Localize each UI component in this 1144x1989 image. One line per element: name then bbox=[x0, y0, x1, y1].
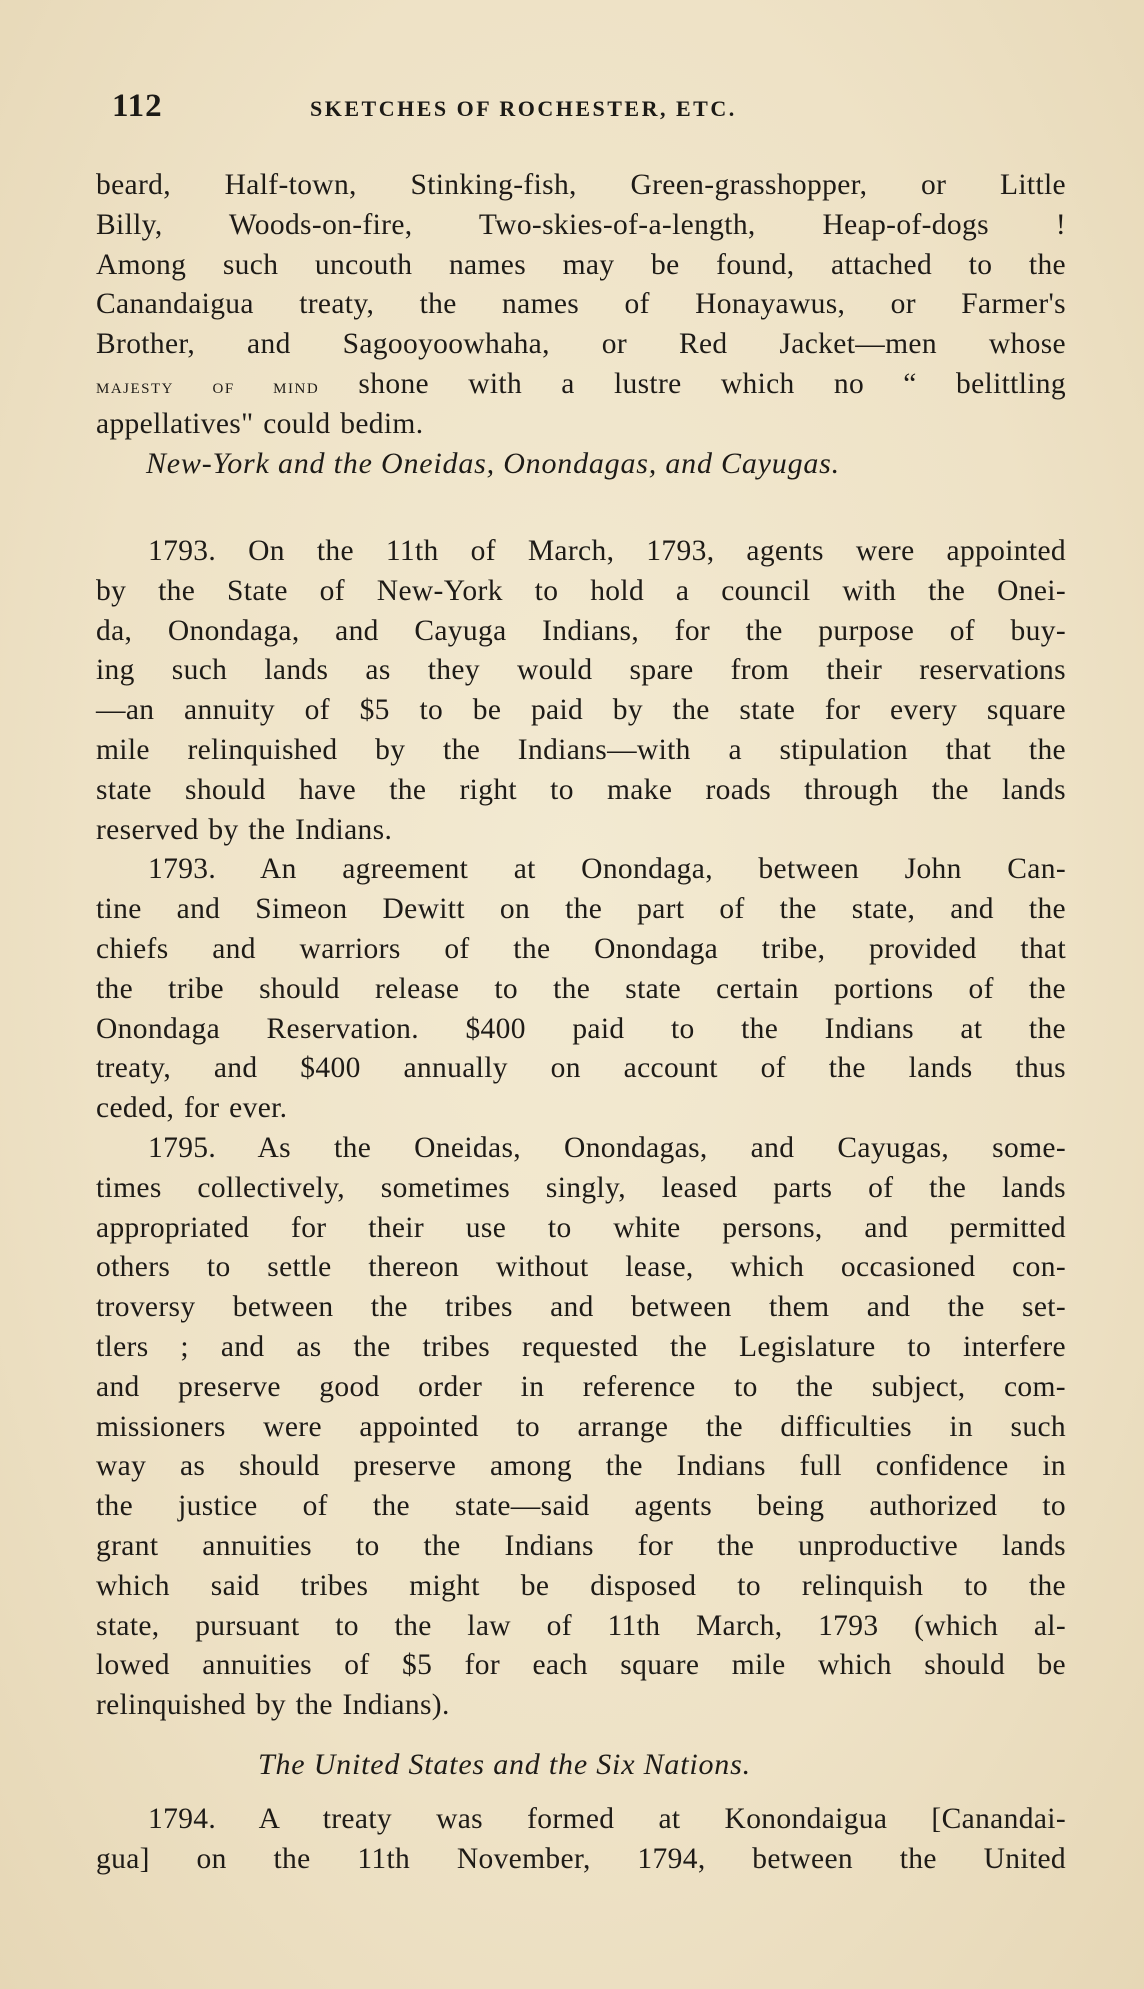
text-line: troversy between the tribes and between them and the set- bbox=[96, 1291, 1066, 1324]
heading-part: Oneidas, Onondagas, and Cayugas. bbox=[381, 447, 840, 480]
text-line: 1793. On the 11th of March, 1793, agents were appointed bbox=[148, 535, 1066, 567]
heading-part: and the bbox=[269, 447, 382, 480]
text-line: by the State of New-York to hold a council with the Onei- bbox=[96, 574, 1066, 607]
entry-1795 bbox=[96, 1129, 1066, 1726]
text-line: beard, Half-town, Stinking-fish, Green-grasshopper, or Little bbox=[96, 169, 1066, 201]
book-title: SKETCHES OF ROCHESTER, ETC. bbox=[310, 96, 737, 121]
text-line: ing such lands as they would spare from their reservations bbox=[96, 654, 1066, 687]
text-line: ceded, for ever. bbox=[96, 1092, 288, 1125]
text-line-rest: shone with a lustre which no “ belittling bbox=[319, 367, 1066, 400]
heading-part: New-York bbox=[146, 447, 270, 480]
text-line: the tribe should release to the state certain portions of the bbox=[96, 972, 1066, 1005]
section-heading-united-states: The United States and the Six Nations. bbox=[258, 1748, 751, 1781]
text-line: tlers ; and as the tribes requested the Legislature to interfere bbox=[96, 1330, 1066, 1363]
text-line: 1793. An agreement at Onondaga, between John Can- bbox=[148, 853, 1066, 886]
text-line: —an annuity of $5 to be paid by the state for every square bbox=[96, 694, 1066, 727]
text-line bbox=[96, 365, 1066, 405]
text-line: Canandaigua treaty, the names of Honayawus, or Farmer's bbox=[96, 288, 1066, 321]
entry-1793-onondaga bbox=[96, 850, 1066, 1129]
section-heading-new-york bbox=[146, 447, 840, 481]
page-number: 112 bbox=[112, 88, 163, 124]
text-line: the justice of the state—said agents being authorized to bbox=[96, 1490, 1066, 1523]
text-line: Onondaga Reservation. $400 paid to the Indians at the bbox=[96, 1012, 1066, 1045]
text-line: missioners were appointed to arrange the difficulties in such bbox=[96, 1410, 1066, 1443]
text-line: mile relinquished by the Indians—with a stipulation that the bbox=[96, 733, 1066, 766]
text-line: others to settle thereon without lease, which occasioned con- bbox=[96, 1251, 1066, 1284]
text-line: way as should preserve among the Indians full confidence in bbox=[96, 1450, 1066, 1483]
text-line: reserved by the Indians. bbox=[96, 813, 393, 846]
text-line: chiefs and warriors of the Onondaga tribe, provided that bbox=[96, 932, 1066, 965]
intro-paragraph bbox=[96, 166, 1066, 445]
text-line: relinquished by the Indians). bbox=[96, 1689, 450, 1722]
text-line: appropriated for their use to white persons, and permitted bbox=[96, 1211, 1066, 1244]
text-line: which said tribes might be disposed to relinquish to the bbox=[96, 1569, 1066, 1602]
text-line: appellatives" could bedim. bbox=[96, 407, 424, 440]
text-line: 1794. A treaty was formed at Konondaigua [Canandai- bbox=[148, 1803, 1066, 1835]
text-line: times collectively, sometimes singly, leased parts of the lands bbox=[96, 1171, 1066, 1204]
entry-1794 bbox=[96, 1800, 1066, 1880]
text-line: and preserve good order in reference to the subject, com- bbox=[96, 1370, 1066, 1403]
text-line: state should have the right to make roads through the lands bbox=[96, 773, 1066, 806]
text-line: state, pursuant to the law of 11th March, 1793 (which al- bbox=[96, 1609, 1066, 1642]
small-caps-phrase: majesty of mind bbox=[96, 372, 320, 398]
running-head bbox=[112, 88, 1062, 140]
text-line: Billy, Woods-on-fire, Two-skies-of-a-length, Heap-of-dogs ! bbox=[96, 208, 1066, 241]
text-line: lowed annuities of $5 for each square mile which should be bbox=[96, 1649, 1066, 1682]
text-line: tine and Simeon Dewitt on the part of the state, and the bbox=[96, 893, 1066, 926]
text-line: Among such uncouth names may be found, attached to the bbox=[96, 248, 1066, 281]
text-line: da, Onondaga, and Cayuga Indians, for the purpose of buy- bbox=[96, 614, 1066, 647]
text-line: 1795. As the Oneidas, Onondagas, and Cayugas, some- bbox=[148, 1131, 1066, 1164]
entries-block bbox=[96, 532, 1066, 1726]
text-line: gua] on the 11th November, 1794, between the United bbox=[96, 1842, 1066, 1875]
text-line: treaty, and $400 annually on account of the lands thus bbox=[96, 1052, 1066, 1085]
text-line: grant annuities to the Indians for the unproductive lands bbox=[96, 1529, 1066, 1562]
entry-1793-march bbox=[96, 532, 1066, 850]
text-line: Brother, and Sagooyoowhaha, or Red Jacket—men whose bbox=[96, 328, 1066, 361]
